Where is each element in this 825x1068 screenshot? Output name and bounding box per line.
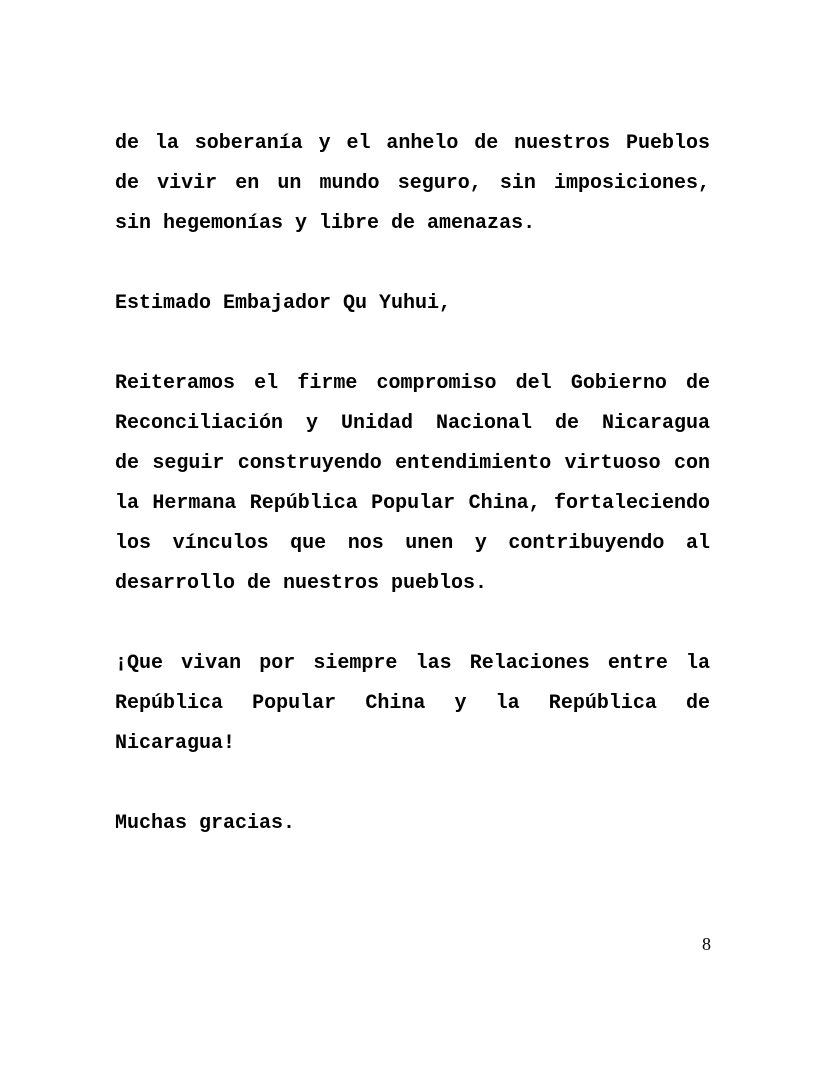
text-line: Nicaragua! [115,732,236,755]
paragraph-salutation [115,284,710,324]
text-line: ¡Que vivan por siempre las Relaciones entre la [115,652,710,675]
text-line: Muchas gracias. [115,812,296,835]
text-line: Reconciliación y Unidad Nacional de Nicaragua [115,412,710,435]
text-line: de la soberanía y el anhelo de nuestros Pueblos [115,132,710,155]
text-line: Estimado Embajador Qu Yuhui, [115,292,452,315]
page-number: 8 [702,934,711,954]
text-line: de seguir construyendo entendimiento virtuoso con [115,452,710,475]
text-line: la Hermana República Popular China, fortaleciendo [115,492,710,515]
text-line: los vínculos que nos unen y contribuyendo al [115,532,710,555]
text-line: de vivir en un mundo seguro, sin imposiciones, [115,172,710,195]
paragraph-thanks [115,804,710,844]
speech-text-block [115,124,710,844]
text-line: desarrollo de nuestros pueblos. [115,572,488,595]
paragraph-commitment [115,364,710,604]
text-line: República Popular China y la República de [115,692,710,715]
text-line: Reiteramos el firme compromiso del Gobierno de [115,372,710,395]
text-line: sin hegemonías y libre de amenazas. [115,212,536,235]
paragraph-exclamation [115,644,710,764]
paragraph-sovereignty [115,124,710,244]
